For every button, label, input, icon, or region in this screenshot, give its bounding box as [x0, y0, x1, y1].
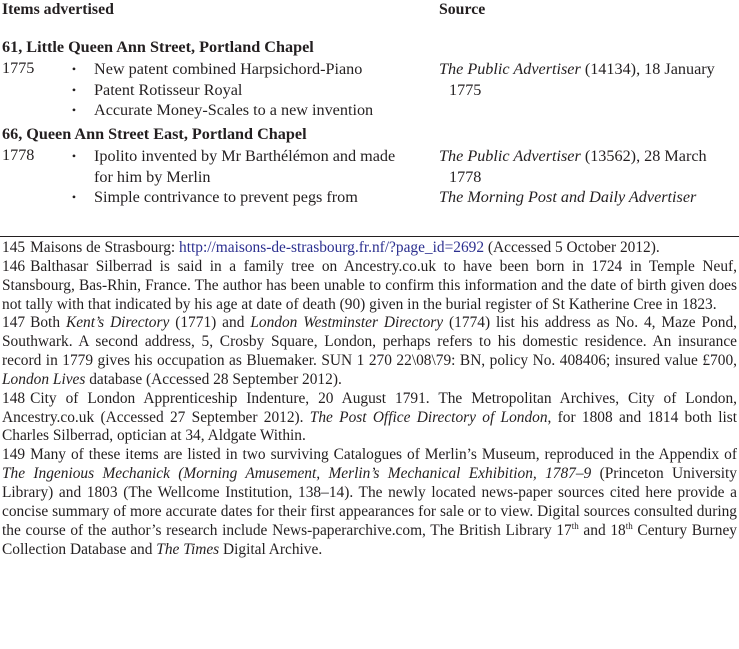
italic-title: London Westminster Directory — [250, 314, 444, 332]
list-item — [0, 59, 424, 80]
ordinal-suffix: th — [571, 520, 579, 531]
footnote-text: and 18 — [578, 521, 626, 539]
header-source: Source — [439, 1, 486, 18]
source-title: The Public Advertiser — [439, 147, 581, 165]
list-item — [0, 100, 424, 121]
item-list — [0, 146, 430, 208]
footnote-divider — [0, 236, 739, 237]
footnote-text: Digital Archive. — [219, 540, 323, 558]
footnote-148 — [2, 390, 737, 447]
italic-title: The Post Office Directory of London — [309, 408, 548, 426]
source-entry — [439, 59, 739, 100]
source-list — [439, 59, 739, 100]
footnote-146 — [2, 258, 737, 315]
footnote-number: 149 — [2, 446, 26, 464]
list-item — [0, 80, 424, 101]
header-items-advertised: Items advertised — [2, 1, 114, 18]
section-address-title: 66, Queen Ann Street East, Portland Chapel — [2, 125, 307, 143]
section-year: 1778 — [2, 146, 35, 164]
list-item — [0, 146, 414, 187]
footnote-text: (1774) list his address as No. 4, Maze Pond, Southwark. A second address, 5, Crosby Square, London, perhaps refers to his domestic residence. An insurance record in 1779 gives his occupation as Bluemaker. SUN 1 270 22\08\79: BN, policy No. 408406; insured value £700, — [2, 314, 738, 370]
source-list — [439, 146, 739, 208]
source-detail: (14134), 18 January 1775 — [449, 60, 715, 99]
footnote-text: database (Accessed 28 September 2012). — [85, 370, 342, 388]
bullet-icon: • — [71, 149, 77, 163]
item-text: Simple contrivance to prevent pegs from — [94, 188, 358, 206]
footnote-number: 148 — [2, 389, 26, 407]
bullet-icon: • — [71, 103, 77, 117]
section-year: 1775 — [2, 59, 35, 77]
footnote-number: 147 — [2, 314, 26, 332]
footnote-text: Both — [30, 314, 66, 332]
italic-title: London Lives — [2, 370, 86, 388]
source-entry — [439, 146, 739, 187]
footnote-text: Many of these items are listed in two surviving Catalogues of Merlin’s Museum, reproduced in the Appendix of — [30, 446, 737, 464]
list-item — [0, 187, 424, 208]
table-header — [0, 0, 739, 20]
item-text: New patent combined Harpsichord-Piano — [94, 60, 363, 78]
source-detail: (13562), 28 March 1778 — [449, 147, 707, 186]
footnote-text: , for 1808 and 1814 both list Charles Silberrad, optician at 34, Aldgate Within. — [2, 408, 738, 445]
footnotes — [2, 239, 737, 559]
item-text: Patent Rotisseur Royal — [94, 80, 243, 99]
footnote-text: Balthasar Silberrad is said in a family tree on Ancestry.co.uk to have been born in 1724 in Temple Neuf, Stansbourg, Bas-Rhin, France. The author has been unable to confirm this information and the date of birth given does not tally with that indicated by his age at date of death (90) given in the burial register of St Katherine Cree in 1823. — [2, 257, 737, 313]
italic-title: The Ingenious Mechanick (Morning Amusement, Merlin’s Mechanical Exhibition, 1787–9 — [2, 465, 592, 483]
italic-title: The Times — [156, 540, 220, 558]
source-entry — [439, 187, 739, 208]
footnote-text: (Princeton University Library) and 1803 (The Wellcome Institution, 138–14). The newly located news-paper sources cited here provide a concise summary of more accurate dates for their first appearances for sale or to view. Digital sources consulted during the course of the author’s research include News-paperarchive.com, The British Library 17 — [2, 465, 737, 539]
footnote-number: 145 — [2, 239, 26, 256]
footnote-text: (1771) and — [169, 314, 251, 332]
footnote-text: Maisons de Strasbourg: — [30, 239, 180, 256]
bullet-icon: • — [71, 82, 77, 97]
footnote-number: 146 — [2, 257, 26, 275]
footnote-text: City of London Apprenticeship Indenture, 20 August 1791. The Metropolitan Archives, City of London, Ancestry.co.uk (Accessed 27 September 2012). — [2, 389, 737, 426]
footnote-link[interactable]: http://maisons-de-strasbourg.fr.nf/?page_id=2692 — [179, 239, 485, 256]
item-text: Ipolito invented by Mr Barthélémon and made for him by Merlin — [94, 147, 396, 186]
item-text: Accurate Money-Scales to a new invention — [94, 101, 374, 119]
footnote-147 — [2, 314, 737, 389]
source-title: The Public Advertiser — [439, 60, 581, 78]
section-address-title: 61, Little Queen Ann Street, Portland Chapel — [2, 38, 314, 56]
italic-title: Kent’s Directory — [65, 314, 170, 332]
footnote-text: (Accessed 5 October 2012). — [484, 239, 660, 256]
footnote-text: Century Burney Collection Database and — [2, 521, 738, 558]
ordinal-suffix: th — [625, 520, 633, 531]
footnote-145 — [2, 239, 737, 258]
bullet-icon: • — [71, 190, 77, 204]
bullet-icon: • — [71, 62, 77, 76]
source-title: The Morning Post and Daily Advertiser — [439, 188, 697, 206]
footnote-149 — [2, 446, 737, 559]
item-list — [0, 59, 430, 121]
